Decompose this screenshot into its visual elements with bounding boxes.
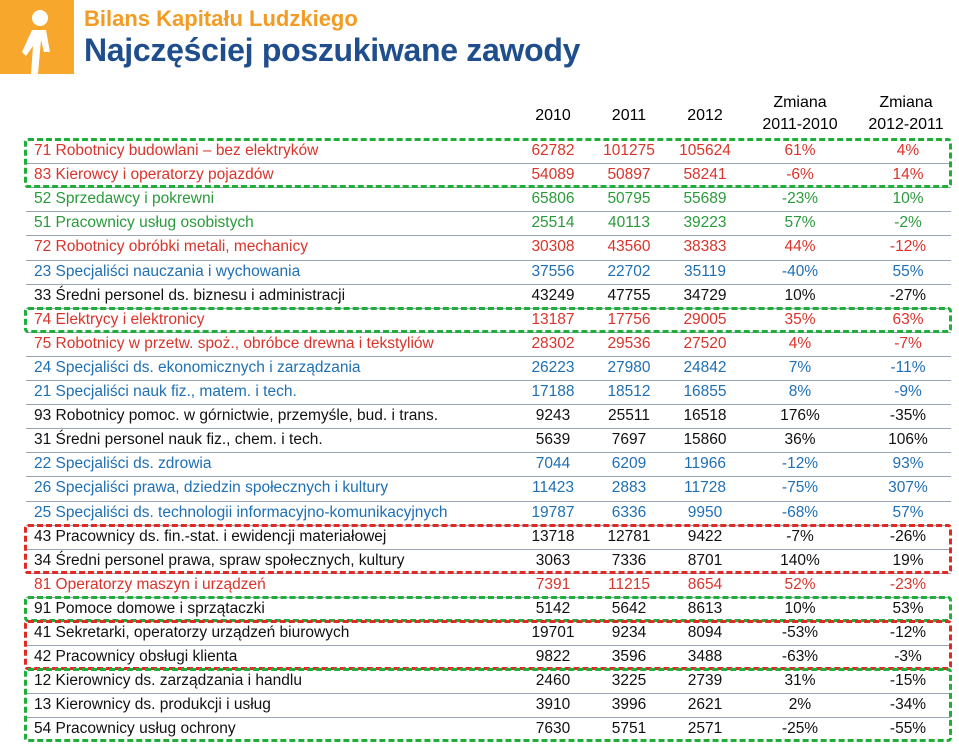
value-2012: 11966 [684, 455, 726, 473]
col-2010: 2010 [535, 107, 571, 124]
change-2012-2011: -3% [894, 648, 922, 666]
row-divider [26, 284, 951, 285]
value-2012: 34729 [683, 286, 727, 304]
green-highlight-box [24, 596, 952, 622]
change-2012-2011: 10% [892, 190, 924, 208]
red-highlight-box [24, 620, 952, 670]
row-divider [26, 380, 951, 381]
value-2011: 50897 [607, 166, 651, 184]
table-row [0, 380, 959, 404]
col-2011: 2011 [611, 107, 647, 124]
occupation-name: 54 Pracownicy usług ochrony [34, 720, 236, 738]
table-row [0, 452, 959, 476]
change-2011-2010: -12% [781, 455, 819, 473]
occupation-name: 83 Kierowcy i operatorzy pojazdów [34, 166, 274, 184]
value-2012: 39223 [683, 214, 727, 232]
row-divider [26, 476, 951, 477]
value-2010: 13187 [531, 310, 575, 328]
value-2010: 7630 [535, 720, 571, 738]
change-2011-2010: 10% [784, 599, 816, 617]
table-row [0, 404, 959, 428]
change-2012-2011: -2% [894, 214, 922, 232]
value-2011: 6209 [611, 455, 647, 473]
occupation-name: 24 Specjaliści ds. ekonomicznych i zarządzania [34, 358, 361, 376]
change-2012-2011: -11% [890, 358, 926, 376]
change-2012-2011: -26% [889, 527, 927, 545]
row-divider [26, 452, 951, 453]
row-divider [26, 501, 951, 502]
value-2010: 5142 [535, 599, 571, 617]
change-2012-2011: 55% [892, 262, 924, 280]
change-2011-2010: -68% [781, 503, 819, 521]
change-2011-2010: 52% [784, 575, 816, 593]
row-divider [26, 235, 951, 236]
row-divider [26, 260, 951, 261]
occupation-name: 26 Specjaliści prawa, dziedzin społecznych i kultury [34, 479, 389, 497]
value-2011: 9234 [611, 624, 647, 641]
occupation-name: 75 Robotnicy w przetw. spoż., obróbce drewna i tekstyliów [34, 334, 434, 352]
table-row [0, 573, 959, 597]
occupation-name: 25 Specjaliści ds. technologii informacyjno-komunikacyjnych [34, 503, 448, 521]
change-2012-2011: 57% [892, 503, 924, 521]
value-2012: 16855 [683, 383, 727, 400]
change-2012-2011: -55% [889, 720, 927, 738]
change-2012-2011: 307% [888, 479, 928, 497]
green-highlight-box [24, 307, 952, 333]
value-2010: 28302 [531, 334, 575, 352]
value-2010: 19787 [531, 503, 575, 521]
value-2012: 35119 [684, 262, 726, 280]
change-2011-2010: 8% [788, 383, 812, 400]
row-divider [26, 404, 951, 405]
table-row [0, 235, 959, 259]
change-2011-2010: 4% [788, 334, 812, 352]
col-change-1-label: Zmiana [773, 94, 827, 111]
value-2010: 9822 [535, 648, 571, 666]
green-highlight-box [24, 138, 952, 188]
logo [0, 0, 74, 74]
table-row [0, 501, 959, 525]
change-2011-2010: -75% [781, 479, 819, 497]
value-2012: 15860 [683, 431, 727, 449]
value-2012: 55689 [683, 190, 727, 208]
value-2011: 101275 [603, 142, 655, 159]
occupation-name: 71 Robotnicy budowlani – bez elektryków [34, 142, 319, 159]
table-header [0, 92, 959, 140]
value-2010: 7391 [535, 575, 571, 593]
value-2010: 25514 [531, 214, 575, 232]
change-2011-2010: 35% [784, 310, 816, 328]
value-2010: 5639 [535, 431, 571, 449]
value-2010: 11423 [532, 479, 574, 497]
value-2012: 8094 [687, 624, 723, 641]
green-highlight-box [24, 668, 952, 742]
occupation-name: 93 Robotnicy pomoc. w górnictwie, przemyśle, bud. i trans. [34, 407, 439, 425]
change-2012-2011: -12% [889, 624, 927, 641]
change-2011-2010: -23% [781, 190, 819, 208]
change-2012-2011: -9% [894, 383, 922, 400]
change-2011-2010: 31% [784, 672, 816, 690]
table-row [0, 428, 959, 452]
change-2011-2010: -6% [786, 166, 814, 184]
value-2012: 29005 [683, 310, 727, 328]
row-divider [26, 211, 951, 212]
occupation-name: 21 Specjaliści nauk fiz., matem. i tech. [34, 383, 297, 400]
value-2011: 43560 [607, 238, 651, 256]
value-2010: 65806 [531, 190, 575, 208]
col-change-1 [750, 92, 850, 136]
col-change-2-label: Zmiana [879, 94, 933, 111]
change-2012-2011: -27% [889, 286, 927, 304]
value-2012: 24842 [683, 358, 727, 376]
table-row [0, 356, 959, 380]
value-2011: 6336 [611, 503, 647, 521]
value-2010: 30308 [531, 238, 575, 256]
value-2011: 7336 [611, 551, 647, 569]
value-2012: 9422 [687, 527, 723, 545]
change-2011-2010: 7% [788, 358, 812, 376]
value-2011: 2883 [611, 479, 647, 497]
brand-name: Bilans Kapitału Ludzkiego [84, 6, 358, 31]
value-2010: 7044 [535, 455, 571, 473]
change-2011-2010: 176% [780, 407, 820, 425]
table-row [0, 211, 959, 235]
occupation-name: 22 Specjaliści ds. zdrowia [34, 455, 212, 473]
occupation-name: 74 Elektrycy i elektronicy [34, 310, 205, 328]
value-2012: 2739 [687, 672, 723, 690]
value-2012: 8654 [687, 575, 723, 593]
value-2011: 17756 [607, 310, 651, 328]
value-2010: 54089 [531, 166, 575, 184]
value-2010: 19701 [531, 624, 575, 641]
value-2010: 43249 [531, 286, 575, 304]
value-2012: 3488 [687, 648, 723, 666]
table-row [0, 260, 959, 284]
change-2011-2010: -40% [781, 262, 819, 280]
change-2012-2011: -15% [889, 672, 927, 690]
occupation-name: 31 Średni personel nauk fiz., chem. i tech. [34, 431, 323, 449]
col-change-1-range: 2011-2010 [762, 116, 838, 133]
col-2012: 2012 [687, 107, 723, 124]
occupation-name: 13 Kierownicy ds. produkcji i usług [34, 696, 271, 714]
occupation-name: 81 Operatorzy maszyn i urządzeń [34, 575, 266, 593]
occupation-name: 91 Pomoce domowe i sprzątaczki [34, 599, 265, 617]
value-2010: 13718 [531, 527, 575, 545]
change-2012-2011: 106% [888, 431, 928, 449]
change-2012-2011: 53% [892, 599, 924, 617]
occupation-name: 51 Pracownicy usług osobistych [34, 214, 254, 232]
value-2012: 16518 [683, 407, 727, 425]
value-2011: 29536 [607, 334, 651, 352]
red-highlight-box [24, 524, 952, 574]
value-2012: 11728 [684, 479, 726, 497]
value-2011: 47755 [607, 286, 651, 304]
value-2010: 2460 [535, 672, 571, 690]
col-change-2 [856, 92, 956, 136]
value-2011: 25511 [608, 407, 650, 425]
row-divider [26, 356, 951, 357]
occupation-name: 43 Pracownicy ds. fin.-stat. i ewidencji materiałowej [34, 527, 387, 545]
change-2012-2011: 4% [896, 142, 920, 159]
value-2012: 8613 [687, 599, 723, 617]
change-2011-2010: -63% [781, 648, 819, 666]
value-2010: 17188 [531, 383, 575, 400]
value-2012: 2571 [687, 720, 723, 738]
change-2012-2011: 93% [892, 455, 924, 473]
value-2011: 3596 [611, 648, 647, 666]
change-2011-2010: -7% [786, 527, 814, 545]
change-2012-2011: -34% [889, 696, 927, 714]
change-2011-2010: 2% [788, 696, 812, 714]
value-2010: 3910 [535, 696, 571, 714]
row-divider [26, 428, 951, 429]
value-2010: 37556 [531, 262, 575, 280]
value-2012: 9950 [687, 503, 723, 521]
value-2011: 40113 [608, 214, 650, 232]
table-row [0, 187, 959, 211]
table-row [0, 476, 959, 500]
table-row [0, 284, 959, 308]
value-2012: 105624 [679, 142, 731, 159]
occupation-name: 33 Średni personel ds. biznesu i administracji [34, 286, 346, 304]
change-2011-2010: -53% [781, 624, 819, 641]
value-2011: 22702 [607, 262, 651, 280]
occupation-name: 42 Pracownicy obsługi klienta [34, 648, 238, 666]
change-2012-2011: -7% [894, 334, 922, 352]
value-2012: 27520 [683, 334, 727, 352]
value-2012: 8701 [687, 551, 723, 569]
change-2011-2010: 57% [784, 214, 816, 232]
occupation-name: 72 Robotnicy obróbki metali, mechanicy [34, 238, 308, 256]
change-2011-2010: 44% [784, 238, 816, 256]
change-2011-2010: 140% [780, 551, 820, 569]
change-2012-2011: -23% [889, 575, 927, 593]
value-2012: 2621 [687, 696, 723, 714]
change-2012-2011: -12% [889, 238, 927, 256]
value-2012: 38383 [683, 238, 727, 256]
occupation-name: 23 Specjaliści nauczania i wychowania [34, 262, 301, 280]
change-2012-2011: 14% [892, 166, 924, 184]
value-2010: 9243 [535, 407, 571, 425]
value-2011: 3996 [611, 696, 647, 714]
value-2011: 7697 [611, 431, 647, 449]
occupation-name: 41 Sekretarki, operatorzy urządzeń biurowych [34, 624, 350, 641]
change-2011-2010: 61% [784, 142, 816, 159]
change-2012-2011: 63% [892, 310, 924, 328]
value-2011: 50795 [607, 190, 651, 208]
value-2011: 18512 [607, 383, 651, 400]
value-2011: 11215 [608, 575, 650, 593]
change-2011-2010: 10% [784, 286, 816, 304]
value-2012: 58241 [683, 166, 727, 184]
change-2011-2010: -25% [781, 720, 819, 738]
col-change-2-range: 2012-2011 [868, 116, 944, 133]
walking-person-icon [0, 0, 74, 74]
value-2010: 3063 [535, 551, 571, 569]
value-2010: 62782 [531, 142, 575, 159]
occupation-name: 12 Kierownicy ds. zarządzania i handlu [34, 672, 302, 690]
occupation-name: 34 Średni personel prawa, spraw społecznych, kultury [34, 551, 405, 569]
occupation-name: 52 Sprzedawcy i pokrewni [34, 190, 215, 208]
change-2012-2011: -35% [889, 407, 927, 425]
change-2012-2011: 19% [892, 551, 924, 569]
value-2011: 3225 [611, 672, 647, 690]
value-2011: 5751 [611, 720, 647, 738]
value-2010: 26223 [531, 358, 575, 376]
table-row [0, 332, 959, 356]
value-2011: 12781 [607, 527, 651, 545]
change-2011-2010: 36% [784, 431, 816, 449]
value-2011: 5642 [611, 599, 647, 617]
page-title: Najczęściej poszukiwane zawody [84, 32, 581, 68]
value-2011: 27980 [607, 358, 651, 376]
